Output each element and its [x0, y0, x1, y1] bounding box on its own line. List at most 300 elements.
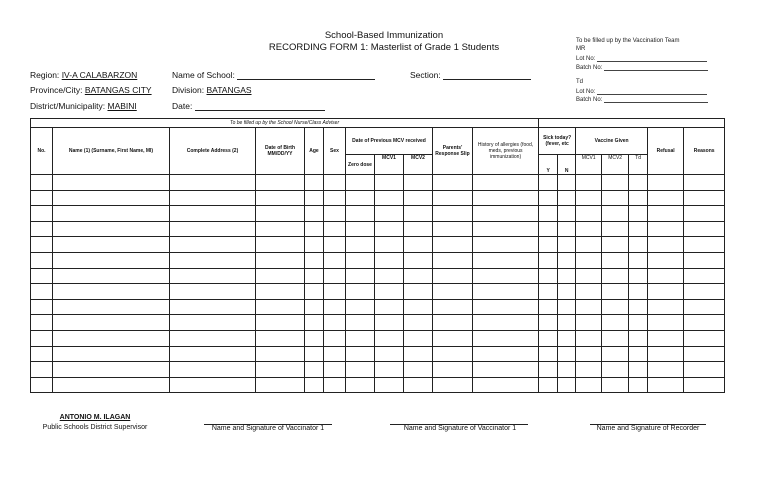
table-cell[interactable]: [256, 330, 305, 346]
table-row: [31, 237, 725, 253]
district-field: [30, 101, 137, 111]
table-cell[interactable]: [375, 252, 404, 268]
mr-lot-field[interactable]: [576, 55, 707, 62]
table-cell[interactable]: [558, 377, 576, 393]
table-cell[interactable]: [324, 221, 346, 237]
table-cell[interactable]: [256, 175, 305, 191]
table-cell[interactable]: [404, 362, 433, 378]
table-cell[interactable]: [305, 206, 324, 222]
table-cell[interactable]: [404, 175, 433, 191]
table-cell[interactable]: [629, 190, 648, 206]
table-cell[interactable]: [170, 377, 256, 393]
table-cell[interactable]: [684, 284, 725, 300]
table-cell[interactable]: [346, 299, 375, 315]
table-cell[interactable]: [648, 206, 684, 222]
table-cell[interactable]: [324, 362, 346, 378]
table-cell[interactable]: [684, 330, 725, 346]
table-cell[interactable]: [31, 190, 53, 206]
table-row: [31, 190, 725, 206]
col-vaccine-given: Vaccine Given: [576, 128, 648, 155]
table-cell[interactable]: [539, 237, 558, 253]
table-cell[interactable]: [305, 221, 324, 237]
table-cell[interactable]: [305, 330, 324, 346]
table-cell[interactable]: [31, 221, 53, 237]
table-cell[interactable]: [346, 346, 375, 362]
table-cell[interactable]: [473, 190, 539, 206]
col-parents-slip: Parents' Response Slip: [433, 128, 473, 175]
table-cell[interactable]: [375, 299, 404, 315]
table-cell[interactable]: [375, 268, 404, 284]
table-cell[interactable]: [558, 299, 576, 315]
table-cell[interactable]: [433, 206, 473, 222]
table-cell[interactable]: [473, 315, 539, 331]
table-cell[interactable]: [648, 346, 684, 362]
table-cell[interactable]: [539, 268, 558, 284]
table-cell[interactable]: [305, 284, 324, 300]
table-cell[interactable]: [602, 377, 629, 393]
table-cell[interactable]: [324, 206, 346, 222]
td-label: Td: [576, 79, 584, 85]
table-cell[interactable]: [473, 346, 539, 362]
table-cell[interactable]: [539, 175, 558, 191]
table-cell[interactable]: [629, 175, 648, 191]
table-cell[interactable]: [31, 346, 53, 362]
table-cell[interactable]: [576, 284, 602, 300]
table-cell[interactable]: [170, 268, 256, 284]
table-cell[interactable]: [576, 221, 602, 237]
table-cell[interactable]: [31, 252, 53, 268]
table-cell[interactable]: [539, 206, 558, 222]
table-cell[interactable]: [53, 330, 170, 346]
table-cell[interactable]: [170, 346, 256, 362]
table-cell[interactable]: [684, 315, 725, 331]
table-cell[interactable]: [473, 221, 539, 237]
table-cell[interactable]: [558, 284, 576, 300]
table-cell[interactable]: [473, 377, 539, 393]
table-cell[interactable]: [53, 362, 170, 378]
table-cell[interactable]: [256, 299, 305, 315]
table-cell[interactable]: [433, 175, 473, 191]
table-cell[interactable]: [576, 346, 602, 362]
col-prev-mcv2: MCV2: [404, 155, 433, 175]
table-cell[interactable]: [324, 315, 346, 331]
table-cell[interactable]: [305, 252, 324, 268]
date-field[interactable]: [172, 101, 325, 111]
table-cell[interactable]: [473, 175, 539, 191]
table-cell[interactable]: [433, 299, 473, 315]
table-cell[interactable]: [256, 268, 305, 284]
table-cell[interactable]: [576, 330, 602, 346]
table-cell[interactable]: [648, 221, 684, 237]
table-cell[interactable]: [648, 362, 684, 378]
table-cell[interactable]: [305, 346, 324, 362]
table-cell[interactable]: [539, 190, 558, 206]
table-cell[interactable]: [602, 346, 629, 362]
section-label: Section:: [410, 70, 441, 80]
table-cell[interactable]: [170, 315, 256, 331]
form-subtitle: RECORDING FORM 1: Masterlist of Grade 1 Students: [268, 42, 500, 53]
table-cell[interactable]: [324, 299, 346, 315]
table-cell[interactable]: [256, 346, 305, 362]
table-cell[interactable]: [346, 330, 375, 346]
table-cell[interactable]: [576, 377, 602, 393]
table-cell[interactable]: [346, 206, 375, 222]
table-cell[interactable]: [629, 284, 648, 300]
table-cell[interactable]: [539, 284, 558, 300]
table-cell[interactable]: [629, 377, 648, 393]
table-cell[interactable]: [684, 175, 725, 191]
table-cell[interactable]: [539, 377, 558, 393]
table-cell[interactable]: [558, 175, 576, 191]
table-cell[interactable]: [53, 346, 170, 362]
td-batch-label: Batch No:: [576, 97, 603, 103]
province-field: [30, 85, 152, 95]
table-cell[interactable]: [404, 377, 433, 393]
table-cell[interactable]: [602, 237, 629, 253]
date-label: Date:: [172, 101, 193, 111]
table-cell[interactable]: [602, 190, 629, 206]
table-cell[interactable]: [170, 330, 256, 346]
table-cell[interactable]: [31, 330, 53, 346]
table-cell[interactable]: [602, 315, 629, 331]
table-cell[interactable]: [433, 362, 473, 378]
mr-label: MR: [576, 46, 586, 52]
table-cell[interactable]: [684, 299, 725, 315]
province-label: Province/City:: [30, 85, 83, 95]
table-cell[interactable]: [305, 237, 324, 253]
table-cell[interactable]: [648, 299, 684, 315]
table-cell[interactable]: [576, 206, 602, 222]
table-cell[interactable]: [375, 377, 404, 393]
table-row: [31, 362, 725, 378]
table-cell[interactable]: [170, 175, 256, 191]
table-cell[interactable]: [473, 362, 539, 378]
table-cell[interactable]: [602, 362, 629, 378]
table-cell[interactable]: [346, 377, 375, 393]
table-cell[interactable]: [433, 346, 473, 362]
table-cell[interactable]: [346, 315, 375, 331]
table-cell[interactable]: [684, 190, 725, 206]
table-cell[interactable]: [53, 299, 170, 315]
col-sick-yes: Y: [539, 155, 558, 175]
table-cell[interactable]: [375, 190, 404, 206]
school-field[interactable]: [172, 70, 375, 80]
table-cell[interactable]: [170, 299, 256, 315]
table-cell[interactable]: [170, 190, 256, 206]
table-cell[interactable]: [602, 221, 629, 237]
table-cell[interactable]: [473, 330, 539, 346]
table-cell[interactable]: [170, 362, 256, 378]
table-cell[interactable]: [602, 206, 629, 222]
table-cell[interactable]: [31, 362, 53, 378]
col-reasons: Reasons: [684, 128, 725, 175]
table-cell[interactable]: [53, 206, 170, 222]
table-cell[interactable]: [433, 268, 473, 284]
table-cell[interactable]: [433, 330, 473, 346]
table-row: [31, 377, 725, 393]
table-cell[interactable]: [404, 190, 433, 206]
table-cell[interactable]: [648, 175, 684, 191]
table-cell[interactable]: [433, 252, 473, 268]
table-cell[interactable]: [305, 315, 324, 331]
table-cell[interactable]: [433, 377, 473, 393]
table-cell[interactable]: [684, 237, 725, 253]
table-cell[interactable]: [404, 221, 433, 237]
table-cell[interactable]: [170, 252, 256, 268]
table-cell[interactable]: [558, 206, 576, 222]
table-cell[interactable]: [576, 299, 602, 315]
col-prev-mcv: Date of Previous MCV received: [346, 128, 433, 155]
table-cell[interactable]: [346, 221, 375, 237]
table-cell[interactable]: [629, 221, 648, 237]
col-sex: Sex: [324, 128, 346, 175]
region-label: Region:: [30, 70, 60, 80]
table-cell[interactable]: [346, 362, 375, 378]
table-cell[interactable]: [648, 284, 684, 300]
table-cell[interactable]: [256, 237, 305, 253]
table-cell[interactable]: [53, 284, 170, 300]
table-cell[interactable]: [31, 315, 53, 331]
table-cell[interactable]: [576, 175, 602, 191]
table-cell[interactable]: [539, 315, 558, 331]
table-cell[interactable]: [404, 237, 433, 253]
table-cell[interactable]: [53, 221, 170, 237]
table-cell[interactable]: [684, 252, 725, 268]
table-cell[interactable]: [53, 190, 170, 206]
table-cell[interactable]: [558, 190, 576, 206]
table-cell[interactable]: [346, 284, 375, 300]
table-cell[interactable]: [576, 252, 602, 268]
table-cell[interactable]: [346, 190, 375, 206]
table-cell[interactable]: [433, 315, 473, 331]
table-cell[interactable]: [539, 346, 558, 362]
table-cell[interactable]: [576, 237, 602, 253]
table-cell[interactable]: [648, 237, 684, 253]
table-cell[interactable]: [170, 284, 256, 300]
col-zero-dose: Zero dose: [346, 155, 375, 175]
table-cell[interactable]: [256, 252, 305, 268]
table-cell[interactable]: [684, 377, 725, 393]
table-cell[interactable]: [684, 268, 725, 284]
table-cell[interactable]: [256, 377, 305, 393]
table-cell[interactable]: [473, 206, 539, 222]
table-cell[interactable]: [375, 237, 404, 253]
table-cell[interactable]: [602, 330, 629, 346]
table-cell[interactable]: [576, 362, 602, 378]
table-cell[interactable]: [31, 175, 53, 191]
table-cell[interactable]: [629, 268, 648, 284]
table-cell[interactable]: [629, 315, 648, 331]
table-cell[interactable]: [684, 221, 725, 237]
vaccinator2-label: Name and Signature of Vaccinator 1: [403, 425, 517, 432]
table-cell[interactable]: [539, 330, 558, 346]
vaccination-team-heading: To be filled up by the Vaccination Team: [576, 38, 680, 44]
table-cell[interactable]: [53, 252, 170, 268]
table-cell[interactable]: [602, 299, 629, 315]
table-cell[interactable]: [53, 175, 170, 191]
table-cell[interactable]: [602, 284, 629, 300]
table-cell[interactable]: [324, 330, 346, 346]
table-cell[interactable]: [648, 330, 684, 346]
table-cell[interactable]: [256, 190, 305, 206]
table-cell[interactable]: [324, 190, 346, 206]
table-cell[interactable]: [256, 221, 305, 237]
mr-batch-field[interactable]: [576, 64, 708, 71]
table-cell[interactable]: [375, 346, 404, 362]
table-cell[interactable]: [648, 268, 684, 284]
table-cell[interactable]: [53, 237, 170, 253]
table-cell[interactable]: [648, 377, 684, 393]
col-refusal: Refusal: [648, 128, 684, 175]
table-cell[interactable]: [473, 284, 539, 300]
table-cell[interactable]: [305, 175, 324, 191]
col-given-mcv2: MCV2: [602, 155, 629, 175]
table-cell[interactable]: [576, 190, 602, 206]
table-cell[interactable]: [53, 268, 170, 284]
table-cell[interactable]: [324, 268, 346, 284]
table-cell[interactable]: [375, 362, 404, 378]
table-cell[interactable]: [629, 206, 648, 222]
school-label: Name of School:: [172, 70, 235, 80]
table-cell[interactable]: [31, 268, 53, 284]
table-cell[interactable]: [324, 175, 346, 191]
table-cell[interactable]: [375, 221, 404, 237]
table-cell[interactable]: [433, 190, 473, 206]
table-cell[interactable]: [558, 252, 576, 268]
table-cell[interactable]: [629, 299, 648, 315]
supervisor-title: Public Schools District Supervisor: [42, 424, 148, 431]
table-cell[interactable]: [53, 377, 170, 393]
table-cell[interactable]: [648, 190, 684, 206]
table-cell[interactable]: [629, 237, 648, 253]
table-cell[interactable]: [404, 268, 433, 284]
table-cell[interactable]: [558, 268, 576, 284]
table-cell[interactable]: [602, 175, 629, 191]
table-cell[interactable]: [256, 284, 305, 300]
table-cell[interactable]: [324, 346, 346, 362]
table-cell[interactable]: [404, 284, 433, 300]
table-cell[interactable]: [473, 268, 539, 284]
table-cell[interactable]: [629, 362, 648, 378]
col-name: Name (1) (Surname, First Name, MI): [53, 128, 170, 175]
table-cell[interactable]: [576, 315, 602, 331]
table-cell[interactable]: [324, 252, 346, 268]
td-lot-field[interactable]: [576, 88, 707, 95]
col-sick-no: N: [558, 155, 576, 175]
table-row: [31, 346, 725, 362]
table-cell[interactable]: [433, 221, 473, 237]
table-cell[interactable]: [576, 268, 602, 284]
table-cell[interactable]: [375, 206, 404, 222]
table-cell[interactable]: [256, 362, 305, 378]
table-cell[interactable]: [433, 237, 473, 253]
table-cell[interactable]: [324, 377, 346, 393]
form-title: School-Based Immunization: [324, 30, 444, 41]
table-cell[interactable]: [170, 221, 256, 237]
table-cell[interactable]: [629, 346, 648, 362]
table-cell[interactable]: [433, 284, 473, 300]
table-cell[interactable]: [170, 237, 256, 253]
table-cell[interactable]: [539, 252, 558, 268]
table-cell[interactable]: [473, 252, 539, 268]
table-cell[interactable]: [558, 330, 576, 346]
table-cell[interactable]: [539, 362, 558, 378]
table-cell[interactable]: [31, 237, 53, 253]
table-cell[interactable]: [31, 299, 53, 315]
district-label: District/Municipality:: [30, 101, 106, 111]
table-cell[interactable]: [305, 377, 324, 393]
table-cell[interactable]: [324, 284, 346, 300]
table-cell[interactable]: [324, 237, 346, 253]
table-cell[interactable]: [602, 252, 629, 268]
col-dob: Date of Birth MM/DD/YY: [256, 128, 305, 175]
table-cell[interactable]: [346, 252, 375, 268]
table-cell[interactable]: [558, 221, 576, 237]
division-label: Division:: [172, 85, 205, 95]
table-cell[interactable]: [629, 252, 648, 268]
col-age: Age: [305, 128, 324, 175]
table-cell[interactable]: [648, 315, 684, 331]
table-cell[interactable]: [404, 252, 433, 268]
td-batch-field[interactable]: [576, 96, 708, 103]
table-cell[interactable]: [404, 315, 433, 331]
table-cell[interactable]: [602, 268, 629, 284]
table-cell[interactable]: [404, 299, 433, 315]
table-cell[interactable]: [539, 299, 558, 315]
division-field: [172, 85, 252, 95]
table-cell[interactable]: [404, 206, 433, 222]
col-sick-today: Sick today? (fever, etc: [539, 128, 576, 155]
table-cell[interactable]: [558, 315, 576, 331]
table-cell[interactable]: [31, 377, 53, 393]
table-cell[interactable]: [375, 315, 404, 331]
table-cell[interactable]: [648, 252, 684, 268]
table-cell[interactable]: [404, 346, 433, 362]
section-field[interactable]: [410, 70, 531, 80]
table-cell[interactable]: [684, 346, 725, 362]
vaccinator1-label: Name and Signature of Vaccinator 1: [211, 425, 325, 432]
table-cell[interactable]: [558, 237, 576, 253]
table-cell[interactable]: [305, 268, 324, 284]
table-row: [31, 175, 725, 191]
table-cell[interactable]: [346, 237, 375, 253]
table-cell[interactable]: [31, 284, 53, 300]
table-cell[interactable]: [558, 362, 576, 378]
table-cell[interactable]: [404, 330, 433, 346]
table-cell[interactable]: [305, 299, 324, 315]
table-cell[interactable]: [473, 299, 539, 315]
table-cell[interactable]: [305, 362, 324, 378]
table-cell[interactable]: [539, 221, 558, 237]
table-cell[interactable]: [684, 206, 725, 222]
table-cell[interactable]: [684, 362, 725, 378]
table-cell[interactable]: [375, 284, 404, 300]
table-cell[interactable]: [473, 237, 539, 253]
table-cell[interactable]: [305, 190, 324, 206]
table-row: [31, 206, 725, 222]
table-cell[interactable]: [31, 206, 53, 222]
table-cell[interactable]: [256, 206, 305, 222]
table-cell[interactable]: [170, 206, 256, 222]
table-cell[interactable]: [256, 315, 305, 331]
table-cell[interactable]: [375, 330, 404, 346]
table-cell[interactable]: [375, 175, 404, 191]
table-cell[interactable]: [558, 346, 576, 362]
table-cell[interactable]: [629, 330, 648, 346]
table-cell[interactable]: [346, 175, 375, 191]
table-cell[interactable]: [53, 315, 170, 331]
table-cell[interactable]: [346, 268, 375, 284]
